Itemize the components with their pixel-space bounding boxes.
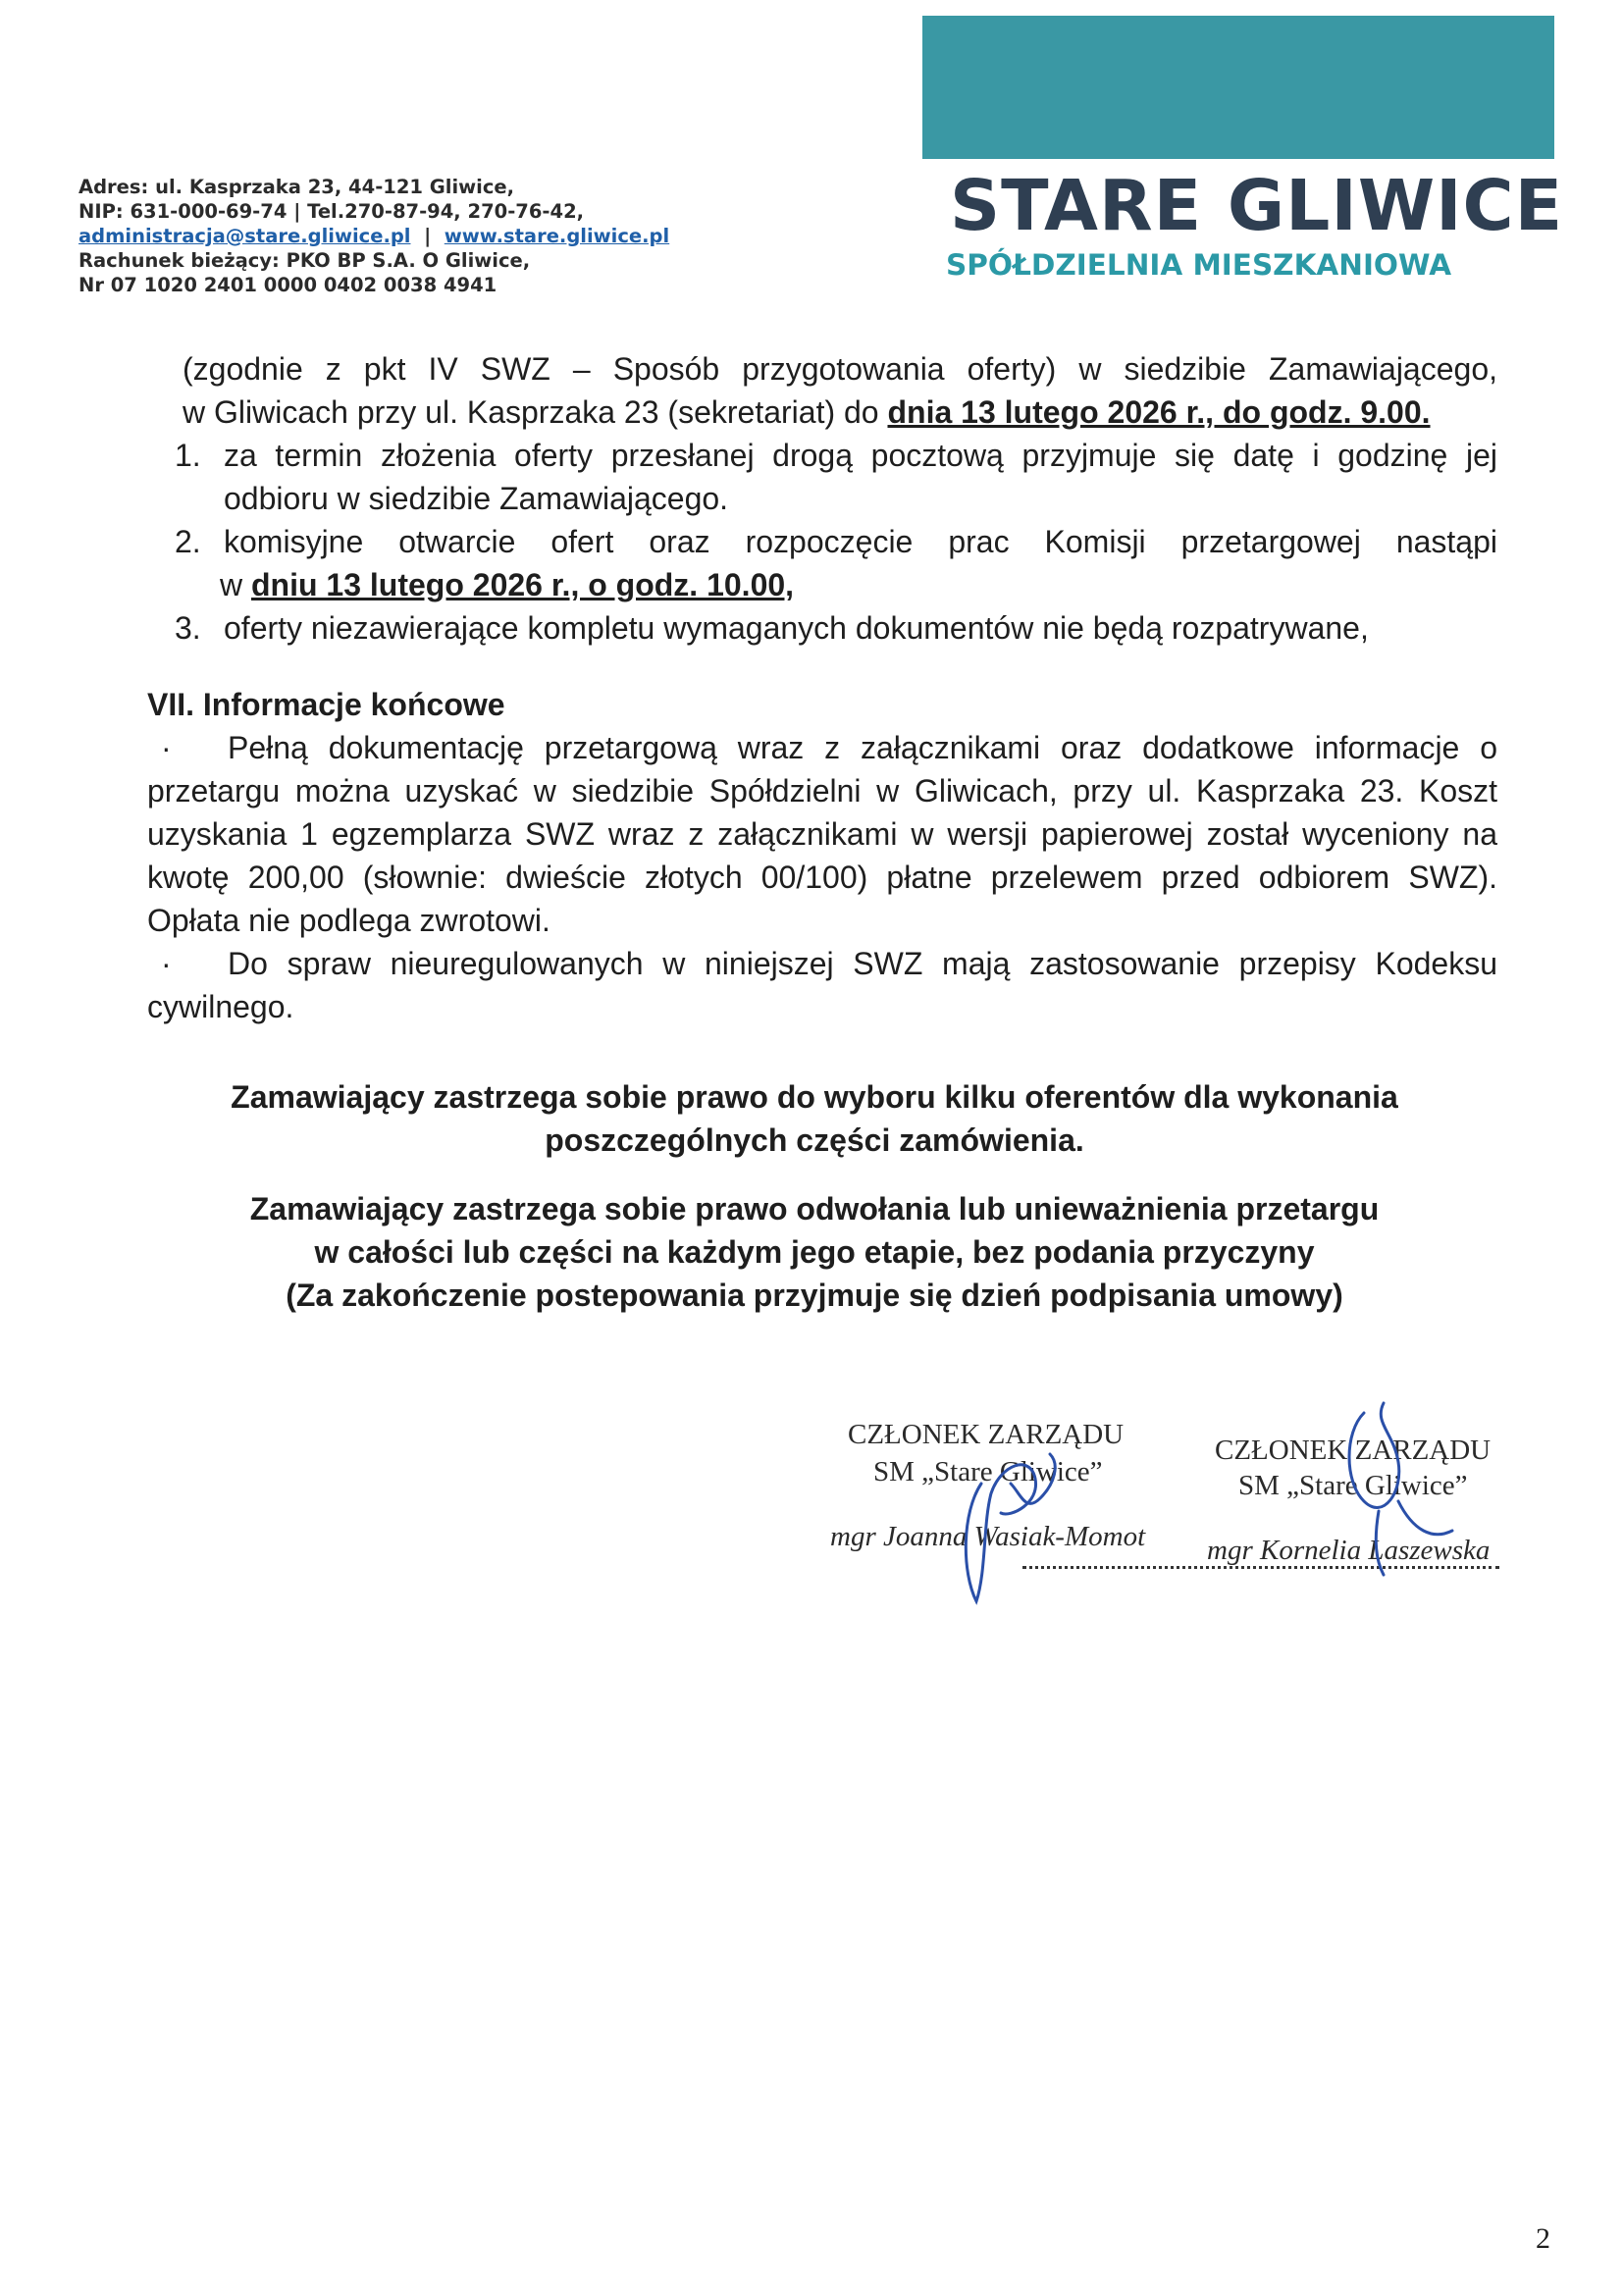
item-3-line-1: oferty niezawierające kompletu wymaganych dokumentów nie będą rozpatrywane, <box>224 610 1369 646</box>
nip-phone-line: NIP: 631-000-69-74 | Tel.270-87-94, 270-76-42, <box>79 200 585 223</box>
deadline-date: dnia 13 lutego 2026 r., do godz. 9.00. <box>887 394 1431 430</box>
item-number-3: 3. <box>175 610 201 646</box>
para-1-line-4: kwotę 200,00 (słownie: dwieście złotych 00/100) płatne przelewem przed odbiorem SWZ). <box>147 860 1497 895</box>
para-1-line-2: przetargu można uzyskać w siedzibie Spółdzielni w Gliwicach, przy ul. Kasprzaka 23. Koszt <box>147 773 1497 809</box>
notice-1-line-2: poszczególnych części zamówienia. <box>545 1122 1084 1158</box>
para-2-line-2: cywilnego. <box>147 989 294 1024</box>
bullet-1: · <box>161 730 172 765</box>
email-website-line <box>79 224 765 248</box>
intro-line-2-text: w Gliwicach przy ul. Kasprzaka 23 (sekretariat) do <box>183 394 888 430</box>
logo-title: STARE GLIWICE <box>950 165 1564 246</box>
header-teal-bar <box>922 16 1554 159</box>
notice-2-line-3: (Za zakończenie postepowania przyjmuje się dzień podpisania umowy) <box>286 1278 1343 1313</box>
item-number-1: 1. <box>175 438 201 473</box>
item-2-line-1: komisyjne otwarcie ofert oraz rozpoczęcie prac Komisji przetargowej nastąpi <box>224 524 1497 559</box>
item-1-line-2: odbioru w siedzibie Zamawiającego. <box>224 481 729 516</box>
signature-1-name: mgr Joanna Wasiak-Momot <box>830 1521 1146 1552</box>
intro-line-2 <box>183 391 1431 434</box>
separator: | <box>424 225 432 247</box>
item-2-line-2-prefix: w <box>220 567 251 602</box>
signature-2-name: mgr Kornelia Laszewska <box>1207 1535 1491 1566</box>
item-2-line-2 <box>220 563 794 606</box>
contact-block <box>79 175 765 297</box>
signature-2-org: SM „Stare Gliwice” <box>1238 1470 1468 1501</box>
signature-1-role: CZŁONEK ZARZĄDU <box>848 1419 1125 1450</box>
notice-2-line-1: Zamawiający zastrzega sobie prawo odwołania lub unieważnienia przetargu <box>249 1191 1380 1226</box>
page-number: 2 <box>1536 2222 1550 2255</box>
account-number-line: Nr 07 1020 2401 0000 0402 0038 4941 <box>79 274 497 296</box>
website-link[interactable]: www.stare.gliwice.pl <box>444 225 670 247</box>
address-line: Adres: ul. Kasprzaka 23, 44-121 Gliwice, <box>79 176 515 198</box>
section-heading: VII. Informacje końcowe <box>147 687 505 722</box>
para-1-line-5: Opłata nie podlega zwrotowi. <box>147 903 550 938</box>
email-link[interactable]: administracja@stare.gliwice.pl <box>79 225 411 247</box>
item-1-line-1: za termin złożenia oferty przesłanej drogą pocztową przyjmuje się datę i godzinę jej <box>224 438 1497 473</box>
para-1-line-1: Pełną dokumentację przetargową wraz z załącznikami oraz dodatkowe informacje o <box>228 730 1497 765</box>
para-2-line-1: Do spraw nieuregulowanych w niniejszej SWZ mają zastosowanie przepisy Kodeksu <box>228 946 1497 981</box>
signature-2-role: CZŁONEK ZARZĄDU <box>1215 1435 1492 1466</box>
notice-1-line-1: Zamawiający zastrzega sobie prawo do wyboru kilku oferentów dla wykonania <box>231 1079 1398 1115</box>
notice-2-line-2: w całości lub części na każdym jego etapie, bez podania przyczyny <box>314 1234 1315 1270</box>
signature-1-org: SM „Stare Gliwice” <box>873 1456 1103 1487</box>
bank-line: Rachunek bieżący: PKO BP S.A. O Gliwice, <box>79 249 531 272</box>
para-1-line-3: uzyskania 1 egzemplarza SWZ wraz z załącznikami w wersji papierowej został wyceniony na <box>147 816 1497 852</box>
handwritten-signature-1 <box>942 1425 1079 1611</box>
opening-date: dniu 13 lutego 2026 r., o godz. 10.00, <box>251 567 795 602</box>
handwritten-signature-2 <box>1305 1393 1482 1580</box>
intro-line-1: (zgodnie z pkt IV SWZ – Sposób przygotowania oferty) w siedzibie Zamawiającego, <box>183 351 1497 387</box>
logo-subtitle: SPÓŁDZIELNIA MIESZKANIOWA <box>946 248 1452 282</box>
bullet-2: · <box>161 946 172 981</box>
item-number-2: 2. <box>175 524 201 559</box>
